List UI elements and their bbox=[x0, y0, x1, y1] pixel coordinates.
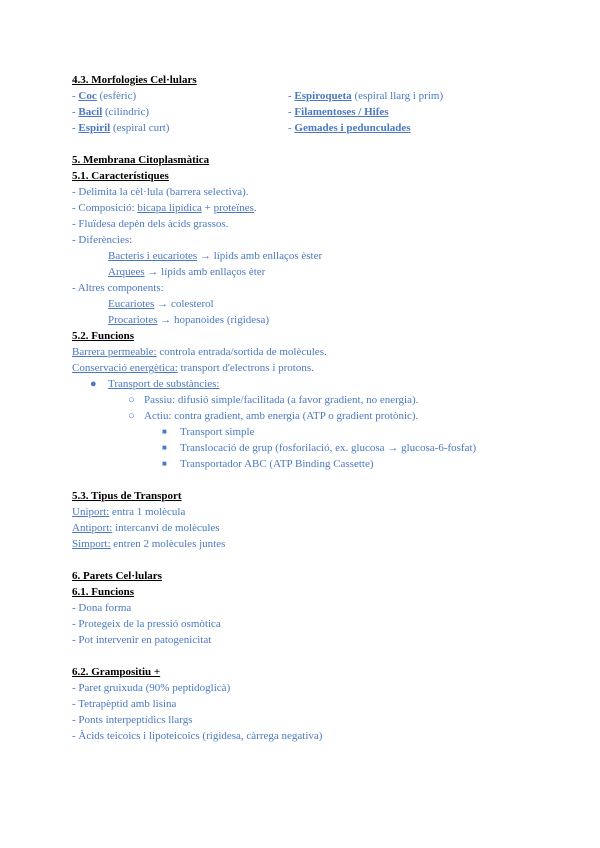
morphology-name: Bacil bbox=[78, 106, 103, 118]
morphology-name: Gemades i pedunculades bbox=[294, 122, 411, 134]
morphology-item: - Coc (esfèric) bbox=[72, 90, 137, 102]
bullet-item: ○ Actiu: contra gradient, amb energia (ATP o gradient protònic). bbox=[128, 410, 419, 422]
morphology-right-column bbox=[288, 88, 528, 136]
spacer bbox=[72, 136, 532, 152]
morphology-name: Filamentoses / Hifes bbox=[294, 106, 389, 118]
morphology-item: - Bacil (cilíndric) bbox=[72, 106, 149, 118]
morphology-item: - Espiril (espiral curt) bbox=[72, 122, 170, 134]
spacer bbox=[72, 472, 532, 488]
square-bullet-icon: ■ bbox=[162, 427, 167, 436]
morphology-name: Espiroqueta bbox=[294, 90, 352, 102]
morphology-left-column bbox=[72, 88, 288, 136]
bullet-item: ○ Passiu: difusió simple/facilitada (a favor gradient, no energia). bbox=[128, 394, 419, 406]
heading-6: 6. Parets Cel·lulars bbox=[72, 570, 162, 582]
heading-5: 5. Membrana Citoplasmàtica bbox=[72, 154, 210, 166]
text-line: - Diferències: bbox=[72, 234, 133, 246]
text-line: - Altres components: bbox=[72, 282, 164, 294]
text-line: Procariotes → hopanoides (rigidesa) bbox=[108, 314, 269, 326]
heading-5-3: 5.3. Tipus de Transport bbox=[72, 490, 182, 502]
morphology-name: Espiril bbox=[78, 122, 111, 134]
morphology-columns bbox=[72, 88, 532, 136]
square-bullet-icon: ■ bbox=[162, 459, 167, 468]
text-line: - Pot intervenir en patogenicitat bbox=[72, 634, 212, 646]
bullet-item: ■ Transport simple bbox=[162, 426, 255, 438]
bullet-item: ■ Transportador ABC (ATP Binding Cassette) bbox=[162, 458, 374, 470]
spacer bbox=[72, 552, 532, 568]
text-line: - Dona forma bbox=[72, 602, 132, 614]
heading-5-2: 5.2. Funcions bbox=[72, 330, 135, 342]
morphology-name: Coc bbox=[78, 90, 97, 102]
spacer bbox=[72, 648, 532, 664]
text-line: Barrera permeable: controla entrada/sortida de molècules. bbox=[72, 346, 327, 358]
text-line: Arquees → lípids amb enllaços èter bbox=[108, 266, 266, 278]
text-line: Eucariotes → colesterol bbox=[108, 298, 214, 310]
bullet-item: ● Transport de substàncies: bbox=[90, 378, 220, 390]
text-line: - Fluïdesa depèn dels àcids grassos. bbox=[72, 218, 229, 230]
morphology-item: - Filamentoses / Hifes bbox=[288, 106, 389, 118]
heading-5-1: 5.1. Característiques bbox=[72, 170, 169, 182]
circle-bullet-icon: ○ bbox=[128, 394, 135, 406]
text-line: Uniport: entra 1 molècula bbox=[72, 506, 186, 518]
text-line: - Àcids teicoics i lipoteicoics (rigidesa, càrrega negativa) bbox=[72, 730, 323, 742]
morphology-item: - Espiroqueta (espiral llarg i prim) bbox=[288, 90, 444, 102]
heading-6-2: 6.2. Grampositiu + bbox=[72, 666, 161, 678]
text-line: - Composició: bicapa lipídica + proteïnes. bbox=[72, 202, 257, 214]
text-line: Antiport: intercanvi de molècules bbox=[72, 522, 220, 534]
text-line: - Protegeix de la pressió osmòtica bbox=[72, 618, 221, 630]
heading-6-1: 6.1. Funcions bbox=[72, 586, 135, 598]
text-line: Conservació energètica: transport d'electrons i protons. bbox=[72, 362, 314, 374]
text-line: - Tetrapèptid amb lisina bbox=[72, 698, 177, 710]
text-line: - Ponts interpeptídics llargs bbox=[72, 714, 193, 726]
text-line: - Paret gruixuda (90% peptidoglicà) bbox=[72, 682, 231, 694]
text-line: Simport: entren 2 molècules juntes bbox=[72, 538, 226, 550]
square-bullet-icon: ■ bbox=[162, 443, 167, 452]
bullet-item: ■ Translocació de grup (fosforilació, ex. glucosa → glucosa-6-fosfat) bbox=[162, 442, 477, 454]
text-line: - Delimita la cèl·lula (barrera selectiva). bbox=[72, 186, 249, 198]
circle-bullet-icon: ○ bbox=[128, 410, 135, 422]
morphology-item: - Gemades i pedunculades bbox=[288, 122, 411, 134]
heading-4-3: 4.3. Morfologies Cel·lulars bbox=[72, 74, 197, 86]
document-content bbox=[72, 72, 532, 744]
text-line: Bacteris i eucariotes → lípids amb enllaços èster bbox=[108, 250, 323, 262]
disc-bullet-icon: ● bbox=[90, 378, 97, 390]
